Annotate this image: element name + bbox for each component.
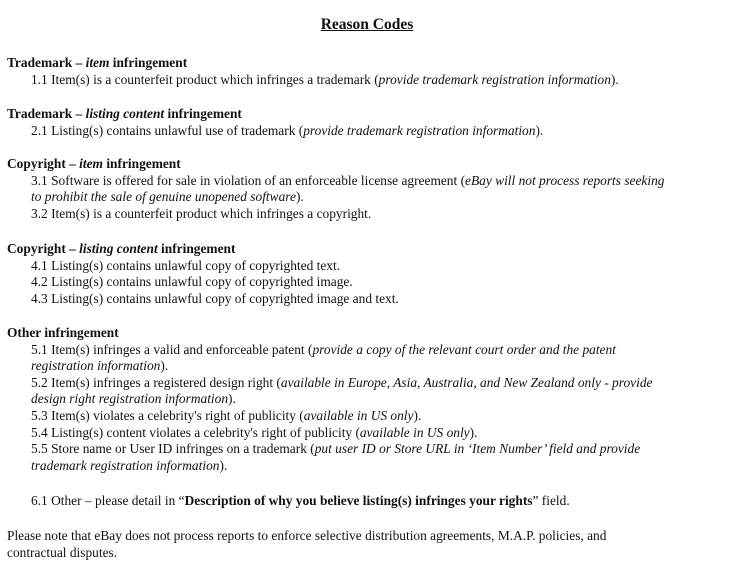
section-trademark-listing bbox=[7, 106, 729, 139]
reason-item-other: 6.1 Other – please detail in “Description of why you believe listing(s) infringes your rights” field. bbox=[31, 493, 570, 508]
reason-item-continuation: trademark registration information). bbox=[31, 457, 228, 473]
reason-item: 5.3 Item(s) violates a celebrity's right of publicity (available in US only). bbox=[31, 407, 422, 423]
reason-item-continuation: design right registration information). bbox=[31, 391, 236, 407]
reason-item: 1.1 Item(s) is a counterfeit product which infringes a trademark (provide trademark registration information). bbox=[31, 71, 619, 87]
reason-item: 5.5 Store name or User ID infringes on a trademark (put user ID or Store URL in ‘Item Number’ field and provide bbox=[31, 441, 641, 457]
section-heading: Trademark – listing content infringement bbox=[7, 106, 242, 121]
reason-item: 4.1 Listing(s) contains unlawful copy of copyrighted text. bbox=[31, 257, 341, 273]
reason-item: 2.1 Listing(s) contains unlawful use of trademark (provide trademark registration information). bbox=[31, 122, 544, 138]
reason-item: 5.1 Item(s) infringes a valid and enforceable patent (provide a copy of the relevant court order and the patent bbox=[31, 341, 616, 357]
reason-item: 3.1 Software is offered for sale in violation of an enforceable license agreement (eBay will not process reports seeking bbox=[31, 172, 665, 188]
reason-item: 4.2 Listing(s) contains unlawful copy of copyrighted image. bbox=[31, 274, 353, 290]
disclaimer-note: Please note that eBay does not process reports to enforce selective distribution agreements, M.A.P. policies, and contractual disputes. bbox=[7, 528, 607, 560]
section-heading: Copyright – item infringement bbox=[7, 156, 181, 171]
page-title: Reason Codes bbox=[320, 16, 414, 33]
section-other-infringement bbox=[7, 325, 729, 474]
section-copyright-listing bbox=[7, 241, 729, 307]
section-heading: Other infringement bbox=[7, 325, 119, 340]
section-heading: Copyright – listing content infringement bbox=[7, 241, 236, 256]
section-copyright-item bbox=[7, 156, 729, 222]
reason-item-continuation: registration information). bbox=[31, 358, 169, 374]
section-trademark-item bbox=[7, 55, 729, 88]
reason-item: 5.2 Item(s) infringes a registered design right (available in Europe, Asia, Australia, and New Zealand only - provide bbox=[31, 374, 653, 390]
reason-item: 3.2 Item(s) is a counterfeit product which infringes a copyright. bbox=[31, 205, 372, 221]
section-heading: Trademark – item infringement bbox=[7, 55, 188, 70]
reason-item: 4.3 Listing(s) contains unlawful copy of copyrighted image and text. bbox=[31, 290, 399, 306]
reason-item: 5.4 Listing(s) content violates a celebrity's right of publicity (available in US only). bbox=[31, 424, 478, 440]
reason-item-continuation: to prohibit the sale of genuine unopened software). bbox=[31, 189, 304, 205]
